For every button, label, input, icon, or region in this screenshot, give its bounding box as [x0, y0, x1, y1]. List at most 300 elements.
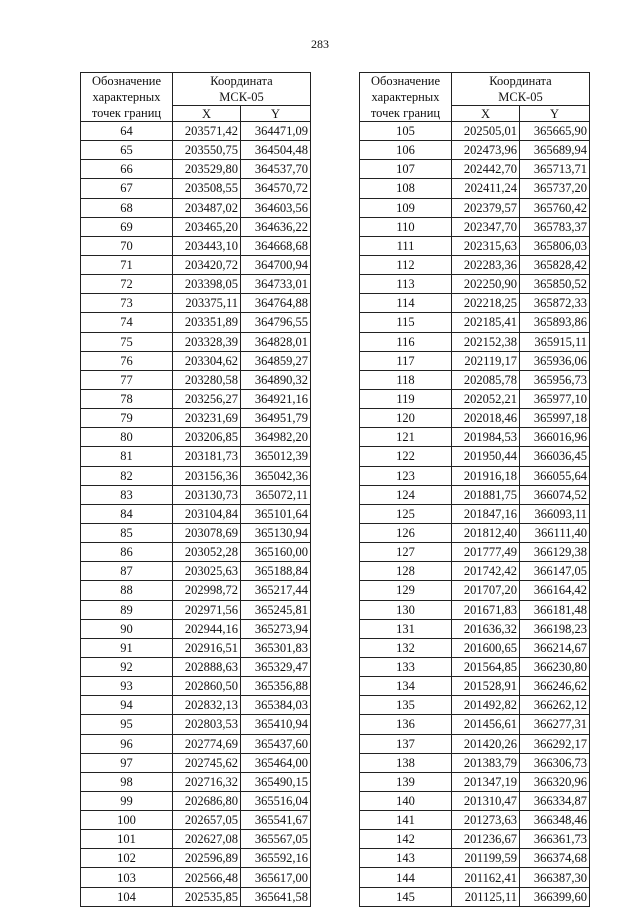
- y-coordinate-cell: 365490,15: [241, 772, 311, 791]
- table-row: [360, 179, 590, 198]
- y-coordinate-cell: 364890,32: [241, 370, 311, 389]
- point-number-cell: 101: [81, 830, 173, 849]
- point-number-cell: 75: [81, 332, 173, 351]
- y-coordinate-cell: 365410,94: [241, 715, 311, 734]
- x-coordinate-cell: 202803,53: [173, 715, 241, 734]
- point-label-header-line: характерных: [371, 90, 440, 104]
- table-row: [360, 409, 590, 428]
- table-row: [360, 772, 590, 791]
- x-coordinate-cell: 202998,72: [173, 581, 241, 600]
- table-row: [81, 447, 311, 466]
- coordinate-header-line: МСК-05: [498, 90, 543, 104]
- x-coordinate-cell: 203280,58: [173, 370, 241, 389]
- point-number-cell: 94: [81, 696, 173, 715]
- point-number-cell: 85: [81, 523, 173, 542]
- table-row: [360, 370, 590, 389]
- point-number-cell: 134: [360, 677, 452, 696]
- coordinates-table-left: [80, 72, 311, 907]
- point-number-cell: 80: [81, 428, 173, 447]
- x-coordinate-cell: 203550,75: [173, 141, 241, 160]
- x-coordinate-cell: 201347,19: [452, 772, 520, 791]
- y-coordinate-cell: 365641,58: [241, 887, 311, 906]
- table-row: [81, 255, 311, 274]
- table-row: [360, 638, 590, 657]
- table-body: [81, 122, 311, 907]
- x-header: X: [173, 106, 241, 122]
- x-coordinate-cell: 203443,10: [173, 236, 241, 255]
- x-coordinate-cell: 203025,63: [173, 562, 241, 581]
- x-coordinate-cell: 202052,21: [452, 389, 520, 408]
- y-coordinate-cell: 364636,22: [241, 217, 311, 236]
- point-number-cell: 135: [360, 696, 452, 715]
- table-row: [81, 370, 311, 389]
- table-row: [360, 504, 590, 523]
- x-coordinate-cell: 202347,70: [452, 217, 520, 236]
- point-number-cell: 108: [360, 179, 452, 198]
- point-number-cell: 99: [81, 791, 173, 810]
- table-row: [360, 619, 590, 638]
- y-coordinate-cell: 365567,05: [241, 830, 311, 849]
- point-label-header: [81, 73, 173, 122]
- point-number-cell: 119: [360, 389, 452, 408]
- table-row: [81, 619, 311, 638]
- table-row: [81, 523, 311, 542]
- x-coordinate-cell: 202832,13: [173, 696, 241, 715]
- table-row: [81, 600, 311, 619]
- point-number-cell: 128: [360, 562, 452, 581]
- point-number-cell: 87: [81, 562, 173, 581]
- point-number-cell: 67: [81, 179, 173, 198]
- y-coordinate-cell: 366374,68: [520, 849, 590, 868]
- y-coordinate-cell: 365783,37: [520, 217, 590, 236]
- table-row: [81, 236, 311, 255]
- table-row: [81, 217, 311, 236]
- y-coordinate-cell: 364668,68: [241, 236, 311, 255]
- y-coordinate-cell: 366147,05: [520, 562, 590, 581]
- y-coordinate-cell: 366016,96: [520, 428, 590, 447]
- point-label-header-line: точек границ: [91, 106, 162, 120]
- table-row: [81, 696, 311, 715]
- x-coordinate-cell: 202916,51: [173, 638, 241, 657]
- coordinate-header-line: МСК-05: [219, 90, 264, 104]
- x-coordinate-cell: 201236,67: [452, 830, 520, 849]
- x-coordinate-cell: 202505,01: [452, 122, 520, 141]
- point-number-cell: 118: [360, 370, 452, 389]
- table-row: [360, 313, 590, 332]
- point-number-cell: 140: [360, 791, 452, 810]
- x-coordinate-cell: 202218,25: [452, 294, 520, 313]
- point-number-cell: 142: [360, 830, 452, 849]
- table-row: [360, 887, 590, 906]
- y-coordinate-cell: 365437,60: [241, 734, 311, 753]
- header-row: [360, 73, 590, 106]
- table-row: [360, 868, 590, 887]
- table-row: [360, 791, 590, 810]
- y-coordinate-cell: 364859,27: [241, 351, 311, 370]
- point-number-cell: 86: [81, 543, 173, 562]
- table-row: [360, 332, 590, 351]
- x-coordinate-cell: 201125,11: [452, 887, 520, 906]
- y-coordinate-cell: 366055,64: [520, 466, 590, 485]
- x-coordinate-cell: 202442,70: [452, 160, 520, 179]
- point-number-cell: 81: [81, 447, 173, 466]
- y-coordinate-cell: 365997,18: [520, 409, 590, 428]
- table-row: [81, 581, 311, 600]
- point-number-cell: 114: [360, 294, 452, 313]
- table-body: [360, 122, 590, 907]
- table-row: [81, 122, 311, 141]
- y-coordinate-cell: 366074,52: [520, 485, 590, 504]
- x-coordinate-cell: 201916,18: [452, 466, 520, 485]
- table-row: [360, 466, 590, 485]
- x-coordinate-cell: 203052,28: [173, 543, 241, 562]
- point-label-header-line: характерных: [92, 90, 161, 104]
- point-number-cell: 72: [81, 275, 173, 294]
- x-coordinate-cell: 201847,16: [452, 504, 520, 523]
- point-number-cell: 133: [360, 657, 452, 676]
- point-number-cell: 139: [360, 772, 452, 791]
- x-coordinate-cell: 201600,65: [452, 638, 520, 657]
- point-number-cell: 106: [360, 141, 452, 160]
- point-label-header-line: точек границ: [370, 106, 441, 120]
- x-coordinate-cell: 203420,72: [173, 255, 241, 274]
- y-coordinate-cell: 366230,80: [520, 657, 590, 676]
- y-coordinate-cell: 364603,56: [241, 198, 311, 217]
- table-row: [81, 543, 311, 562]
- y-coordinate-cell: 365384,03: [241, 696, 311, 715]
- table-row: [81, 562, 311, 581]
- y-coordinate-cell: 365977,10: [520, 389, 590, 408]
- y-coordinate-cell: 365828,42: [520, 255, 590, 274]
- point-number-cell: 78: [81, 389, 173, 408]
- point-number-cell: 115: [360, 313, 452, 332]
- x-coordinate-cell: 202745,62: [173, 753, 241, 772]
- point-number-cell: 141: [360, 811, 452, 830]
- coordinate-header: [452, 73, 590, 106]
- y-coordinate-cell: 366181,48: [520, 600, 590, 619]
- table-row: [81, 887, 311, 906]
- y-coordinate-cell: 365464,00: [241, 753, 311, 772]
- y-coordinate-cell: 365760,42: [520, 198, 590, 217]
- y-coordinate-cell: 365956,73: [520, 370, 590, 389]
- point-label-header: [360, 73, 452, 122]
- x-coordinate-cell: 202473,96: [452, 141, 520, 160]
- point-number-cell: 69: [81, 217, 173, 236]
- y-coordinate-cell: 364733,01: [241, 275, 311, 294]
- y-coordinate-cell: 365245,81: [241, 600, 311, 619]
- table-row: [360, 198, 590, 217]
- x-coordinate-cell: 203256,27: [173, 389, 241, 408]
- table-row: [360, 428, 590, 447]
- coordinate-header-line: Координата: [489, 74, 552, 88]
- x-coordinate-cell: 203304,62: [173, 351, 241, 370]
- table-row: [81, 868, 311, 887]
- x-coordinate-cell: 201881,75: [452, 485, 520, 504]
- point-number-cell: 145: [360, 887, 452, 906]
- table-row: [81, 504, 311, 523]
- point-number-cell: 70: [81, 236, 173, 255]
- y-coordinate-cell: 364570,72: [241, 179, 311, 198]
- table-row: [81, 753, 311, 772]
- y-coordinate-cell: 365737,20: [520, 179, 590, 198]
- table-row: [360, 160, 590, 179]
- table-row: [360, 734, 590, 753]
- y-coordinate-cell: 365329,47: [241, 657, 311, 676]
- y-coordinate-cell: 366348,46: [520, 811, 590, 830]
- point-number-cell: 125: [360, 504, 452, 523]
- point-number-cell: 68: [81, 198, 173, 217]
- y-coordinate-cell: 365301,83: [241, 638, 311, 657]
- y-coordinate-cell: 364828,01: [241, 332, 311, 351]
- x-coordinate-cell: 202152,38: [452, 332, 520, 351]
- point-number-cell: 82: [81, 466, 173, 485]
- x-coordinate-cell: 202315,63: [452, 236, 520, 255]
- x-coordinate-cell: 202085,78: [452, 370, 520, 389]
- y-coordinate-cell: 365592,16: [241, 849, 311, 868]
- table-row: [81, 485, 311, 504]
- point-number-cell: 92: [81, 657, 173, 676]
- table-row: [360, 677, 590, 696]
- x-coordinate-cell: 202379,57: [452, 198, 520, 217]
- table-row: [81, 160, 311, 179]
- table-row: [360, 543, 590, 562]
- point-number-cell: 95: [81, 715, 173, 734]
- x-coordinate-cell: 202888,63: [173, 657, 241, 676]
- y-coordinate-cell: 365516,04: [241, 791, 311, 810]
- point-number-cell: 83: [81, 485, 173, 504]
- page-number: 283: [311, 37, 329, 51]
- y-coordinate-cell: 365101,64: [241, 504, 311, 523]
- point-number-cell: 122: [360, 447, 452, 466]
- y-coordinate-cell: 365042,36: [241, 466, 311, 485]
- y-coordinate-cell: 365713,71: [520, 160, 590, 179]
- y-coordinate-cell: 365806,03: [520, 236, 590, 255]
- table-row: [81, 791, 311, 810]
- point-label-header-line: Обозначение: [91, 74, 162, 88]
- coordinate-header-line: Координата: [210, 74, 273, 88]
- y-coordinate-cell: 366292,17: [520, 734, 590, 753]
- table-row: [360, 696, 590, 715]
- table-row: [360, 447, 590, 466]
- point-number-cell: 107: [360, 160, 452, 179]
- table-row: [360, 141, 590, 160]
- point-number-cell: 104: [81, 887, 173, 906]
- point-number-cell: 102: [81, 849, 173, 868]
- table-row: [81, 389, 311, 408]
- table-row: [360, 600, 590, 619]
- x-coordinate-cell: 203508,55: [173, 179, 241, 198]
- y-coordinate-cell: 366399,60: [520, 887, 590, 906]
- point-number-cell: 110: [360, 217, 452, 236]
- table-row: [81, 141, 311, 160]
- point-number-cell: 88: [81, 581, 173, 600]
- point-number-cell: 73: [81, 294, 173, 313]
- point-number-cell: 117: [360, 351, 452, 370]
- x-coordinate-cell: 203104,84: [173, 504, 241, 523]
- y-coordinate-cell: 365893,86: [520, 313, 590, 332]
- y-coordinate-cell: 366093,11: [520, 504, 590, 523]
- point-number-cell: 132: [360, 638, 452, 657]
- point-number-cell: 126: [360, 523, 452, 542]
- point-number-cell: 129: [360, 581, 452, 600]
- y-coordinate-cell: 366246,62: [520, 677, 590, 696]
- y-coordinate-cell: 365188,84: [241, 562, 311, 581]
- y-coordinate-cell: 365665,90: [520, 122, 590, 141]
- x-coordinate-cell: 201636,32: [452, 619, 520, 638]
- point-number-cell: 112: [360, 255, 452, 274]
- table-row: [360, 217, 590, 236]
- x-coordinate-cell: 201383,79: [452, 753, 520, 772]
- y-coordinate-cell: 365160,00: [241, 543, 311, 562]
- x-coordinate-cell: 202119,17: [452, 351, 520, 370]
- x-coordinate-cell: 202716,32: [173, 772, 241, 791]
- table-row: [81, 830, 311, 849]
- x-coordinate-cell: 203231,69: [173, 409, 241, 428]
- y-coordinate-cell: 366306,73: [520, 753, 590, 772]
- point-number-cell: 109: [360, 198, 452, 217]
- y-coordinate-cell: 366277,31: [520, 715, 590, 734]
- table-row: [360, 122, 590, 141]
- y-coordinate-cell: 366387,30: [520, 868, 590, 887]
- point-number-cell: 71: [81, 255, 173, 274]
- point-number-cell: 131: [360, 619, 452, 638]
- table-row: [81, 275, 311, 294]
- point-number-cell: 121: [360, 428, 452, 447]
- point-number-cell: 130: [360, 600, 452, 619]
- x-coordinate-cell: 202018,46: [452, 409, 520, 428]
- table-row: [81, 409, 311, 428]
- table-row: [81, 198, 311, 217]
- x-coordinate-cell: 202944,16: [173, 619, 241, 638]
- point-number-cell: 64: [81, 122, 173, 141]
- point-number-cell: 90: [81, 619, 173, 638]
- x-coordinate-cell: 202860,50: [173, 677, 241, 696]
- point-number-cell: 74: [81, 313, 173, 332]
- y-coordinate-cell: 364764,88: [241, 294, 311, 313]
- point-number-cell: 120: [360, 409, 452, 428]
- x-coordinate-cell: 203398,05: [173, 275, 241, 294]
- x-coordinate-cell: 202971,56: [173, 600, 241, 619]
- y-coordinate-cell: 365356,88: [241, 677, 311, 696]
- x-coordinate-cell: 203078,69: [173, 523, 241, 542]
- x-coordinate-cell: 202596,89: [173, 849, 241, 868]
- x-coordinate-cell: 203487,02: [173, 198, 241, 217]
- x-coordinate-cell: 203465,20: [173, 217, 241, 236]
- x-coordinate-cell: 203351,89: [173, 313, 241, 332]
- y-coordinate-cell: 364921,16: [241, 389, 311, 408]
- table-row: [81, 466, 311, 485]
- y-coordinate-cell: 366036,45: [520, 447, 590, 466]
- x-coordinate-cell: 201456,61: [452, 715, 520, 734]
- x-coordinate-cell: 202283,36: [452, 255, 520, 274]
- table-row: [360, 581, 590, 600]
- point-number-cell: 100: [81, 811, 173, 830]
- table-row: [81, 294, 311, 313]
- coordinates-table-right: [359, 72, 590, 907]
- y-coordinate-cell: 365936,06: [520, 351, 590, 370]
- table-row: [81, 677, 311, 696]
- table-row: [360, 753, 590, 772]
- y-coordinate-cell: 366334,87: [520, 791, 590, 810]
- x-coordinate-cell: 201984,53: [452, 428, 520, 447]
- point-number-cell: 96: [81, 734, 173, 753]
- coordinate-header: [173, 73, 311, 106]
- table-row: [360, 715, 590, 734]
- y-coordinate-cell: 365541,67: [241, 811, 311, 830]
- point-number-cell: 138: [360, 753, 452, 772]
- table-row: [81, 715, 311, 734]
- point-number-cell: 137: [360, 734, 452, 753]
- y-coordinate-cell: 365217,44: [241, 581, 311, 600]
- x-coordinate-cell: 202535,85: [173, 887, 241, 906]
- x-header: X: [452, 106, 520, 122]
- point-number-cell: 84: [81, 504, 173, 523]
- x-coordinate-cell: 201777,49: [452, 543, 520, 562]
- x-coordinate-cell: 201420,26: [452, 734, 520, 753]
- x-coordinate-cell: 201564,85: [452, 657, 520, 676]
- x-coordinate-cell: 201492,82: [452, 696, 520, 715]
- point-number-cell: 143: [360, 849, 452, 868]
- table-row: [360, 389, 590, 408]
- x-coordinate-cell: 201199,59: [452, 849, 520, 868]
- x-coordinate-cell: 202686,80: [173, 791, 241, 810]
- point-number-cell: 77: [81, 370, 173, 389]
- y-header: Y: [241, 106, 311, 122]
- y-coordinate-cell: 364951,79: [241, 409, 311, 428]
- table-row: [81, 332, 311, 351]
- x-coordinate-cell: 201950,44: [452, 447, 520, 466]
- table-row: [81, 849, 311, 868]
- y-coordinate-cell: 364471,09: [241, 122, 311, 141]
- y-coordinate-cell: 364796,55: [241, 313, 311, 332]
- y-coordinate-cell: 366164,42: [520, 581, 590, 600]
- x-coordinate-cell: 203328,39: [173, 332, 241, 351]
- x-coordinate-cell: 201273,63: [452, 811, 520, 830]
- x-coordinate-cell: 201671,83: [452, 600, 520, 619]
- point-number-cell: 127: [360, 543, 452, 562]
- x-coordinate-cell: 202411,24: [452, 179, 520, 198]
- x-coordinate-cell: 203571,42: [173, 122, 241, 141]
- table-row: [360, 830, 590, 849]
- y-coordinate-cell: 365273,94: [241, 619, 311, 638]
- x-coordinate-cell: 203130,73: [173, 485, 241, 504]
- point-number-cell: 124: [360, 485, 452, 504]
- x-coordinate-cell: 201528,91: [452, 677, 520, 696]
- point-number-cell: 113: [360, 275, 452, 294]
- table-row: [360, 351, 590, 370]
- x-coordinate-cell: 202566,48: [173, 868, 241, 887]
- table-row: [360, 294, 590, 313]
- y-coordinate-cell: 364504,48: [241, 141, 311, 160]
- x-coordinate-cell: 201812,40: [452, 523, 520, 542]
- point-number-cell: 103: [81, 868, 173, 887]
- point-number-cell: 123: [360, 466, 452, 485]
- y-coordinate-cell: 366198,23: [520, 619, 590, 638]
- y-coordinate-cell: 365689,94: [520, 141, 590, 160]
- table-row: [360, 811, 590, 830]
- x-coordinate-cell: 203529,80: [173, 160, 241, 179]
- table-row: [81, 734, 311, 753]
- table-row: [360, 236, 590, 255]
- y-coordinate-cell: 366320,96: [520, 772, 590, 791]
- y-coordinate-cell: 366129,38: [520, 543, 590, 562]
- point-number-cell: 76: [81, 351, 173, 370]
- table-row: [360, 275, 590, 294]
- x-coordinate-cell: 202657,05: [173, 811, 241, 830]
- table-row: [360, 562, 590, 581]
- table-row: [81, 657, 311, 676]
- point-number-cell: 97: [81, 753, 173, 772]
